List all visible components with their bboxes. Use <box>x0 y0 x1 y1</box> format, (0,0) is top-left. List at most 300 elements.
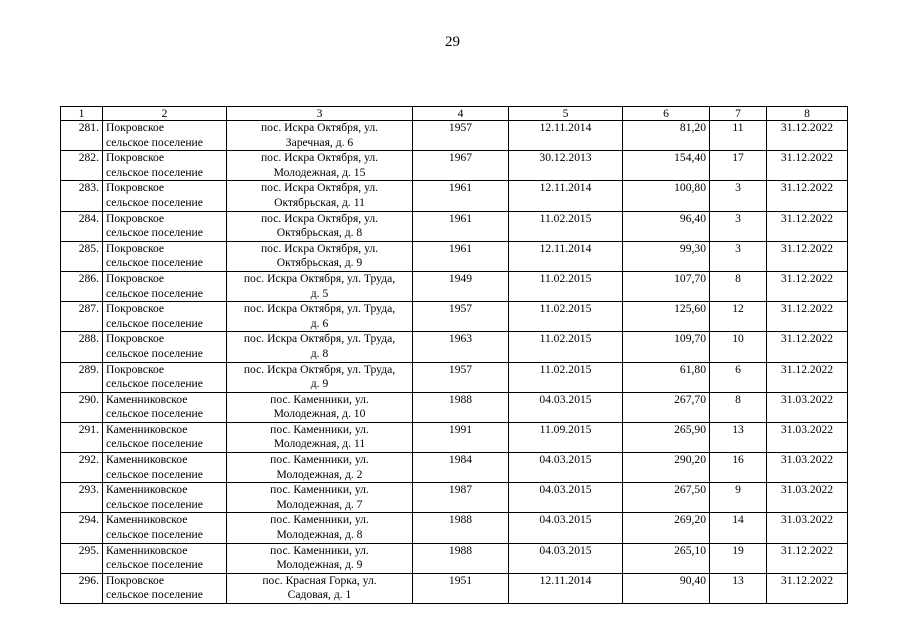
date-cell-text: 11.02.2015 <box>539 302 592 316</box>
address-cell <box>227 453 413 483</box>
term-cell-text: 31.03.2022 <box>780 513 834 527</box>
address-cell <box>227 332 413 362</box>
address-cell <box>227 422 413 452</box>
settlement-cell-text: Покровское <box>106 241 165 255</box>
table-row <box>61 332 848 362</box>
area-cell <box>623 543 710 573</box>
area-cell <box>623 332 710 362</box>
term-cell-text: 31.12.2022 <box>780 543 834 557</box>
address-cell-text: пос. Искра Октября, ул. Труда, <box>243 332 396 346</box>
area-cell <box>623 573 710 603</box>
column-header: 1 <box>61 107 103 121</box>
address-cell-text: Молодежная, д. 11 <box>273 437 366 451</box>
year-cell <box>413 392 509 422</box>
row-number-cell <box>61 211 103 241</box>
settlement-cell <box>103 271 227 301</box>
settlement-cell-text: сельское поселение <box>106 195 203 209</box>
year-cell <box>413 121 509 151</box>
address-cell-text: пос. Каменники, ул. <box>270 483 369 497</box>
address-cell-text: пос. Каменники, ул. <box>270 513 369 527</box>
year-cell-text: 1963 <box>448 332 473 346</box>
settlement-cell-text: Покровское <box>106 573 165 587</box>
area-cell <box>623 302 710 332</box>
date-cell-text: 11.02.2015 <box>539 362 592 376</box>
table-row <box>61 392 848 422</box>
address-cell-text: пос. Каменники, ул. <box>270 543 369 557</box>
count-cell-text: 6 <box>735 362 741 376</box>
address-cell <box>227 362 413 392</box>
term-cell <box>767 573 848 603</box>
settlement-cell-text: Покровское <box>106 302 165 316</box>
count-cell <box>710 392 767 422</box>
year-cell-text: 1987 <box>448 483 473 497</box>
count-cell-text: 3 <box>735 181 741 195</box>
term-cell <box>767 392 848 422</box>
address-cell-text: пос. Искра Октября, ул. Труда, <box>243 271 396 285</box>
area-cell <box>623 483 710 513</box>
count-cell <box>710 302 767 332</box>
row-number-cell <box>61 362 103 392</box>
row-number-cell-text: 296. <box>78 573 99 587</box>
address-cell-text: Октябрьская, д. 8 <box>276 226 363 240</box>
date-cell-text: 04.03.2015 <box>539 543 592 557</box>
row-number-cell <box>61 453 103 483</box>
row-number-cell <box>61 121 103 151</box>
count-cell <box>710 211 767 241</box>
column-header: 6 <box>623 107 710 121</box>
column-header: 4 <box>413 107 509 121</box>
count-cell <box>710 121 767 151</box>
year-cell-text: 1961 <box>448 211 473 225</box>
address-cell <box>227 271 413 301</box>
address-cell <box>227 392 413 422</box>
year-cell <box>413 453 509 483</box>
term-cell-text: 31.12.2022 <box>780 271 834 285</box>
address-cell-text: Октябрьская, д. 11 <box>274 195 365 209</box>
count-cell <box>710 271 767 301</box>
area-cell <box>623 453 710 483</box>
area-cell-text: 290,20 <box>674 453 706 467</box>
settlement-cell-text: сельское поселение <box>106 407 203 421</box>
area-cell-text: 265,10 <box>674 543 706 557</box>
settlement-cell-text: Покровское <box>106 151 165 165</box>
date-cell-text: 11.02.2015 <box>539 271 592 285</box>
row-number-cell-text: 282. <box>78 151 99 165</box>
address-cell-text: д. 6 <box>310 316 329 330</box>
table-row <box>61 483 848 513</box>
table-row <box>61 241 848 271</box>
term-cell-text: 31.12.2022 <box>780 181 834 195</box>
term-cell-text: 31.12.2022 <box>780 211 834 225</box>
area-cell-text: 96,40 <box>679 211 706 225</box>
count-cell <box>710 181 767 211</box>
settlement-cell <box>103 241 227 271</box>
count-cell-text: 9 <box>735 483 741 497</box>
count-cell-text: 11 <box>732 121 744 134</box>
date-cell-text: 12.11.2014 <box>539 121 592 134</box>
column-header: 8 <box>767 107 848 121</box>
settlement-cell <box>103 211 227 241</box>
settlement-cell <box>103 332 227 362</box>
table-row <box>61 453 848 483</box>
count-cell <box>710 422 767 452</box>
row-number-cell-text: 290. <box>78 392 99 406</box>
count-cell <box>710 241 767 271</box>
settlement-cell-text: Покровское <box>106 211 165 225</box>
date-cell-text: 11.02.2015 <box>539 211 592 225</box>
count-cell-text: 3 <box>735 241 741 255</box>
address-cell-text: Молодежная, д. 10 <box>273 407 366 421</box>
column-header: 2 <box>103 107 227 121</box>
table-row <box>61 422 848 452</box>
settlement-cell-text: Каменниковское <box>106 543 188 557</box>
address-cell-text: пос. Красная Горка, ул. <box>262 573 377 587</box>
term-cell <box>767 332 848 362</box>
housing-registry-table <box>60 106 848 604</box>
row-number-cell <box>61 151 103 181</box>
count-cell <box>710 543 767 573</box>
settlement-cell-text: Каменниковское <box>106 453 188 467</box>
settlement-cell-text: сельское поселение <box>106 377 203 391</box>
address-cell-text: пос. Искра Октября, ул. <box>260 181 379 195</box>
row-number-cell <box>61 392 103 422</box>
term-cell <box>767 453 848 483</box>
date-cell <box>509 483 623 513</box>
settlement-cell <box>103 543 227 573</box>
area-cell-text: 61,80 <box>679 362 706 376</box>
settlement-cell-text: сельское поселение <box>106 558 203 572</box>
year-cell-text: 1984 <box>448 453 473 467</box>
address-cell-text: пос. Каменники, ул. <box>270 453 369 467</box>
count-cell-text: 8 <box>735 392 741 406</box>
address-cell-text: Молодежная, д. 7 <box>276 497 363 511</box>
address-cell <box>227 573 413 603</box>
settlement-cell-text: сельское поселение <box>106 437 203 451</box>
term-cell <box>767 543 848 573</box>
area-cell <box>623 151 710 181</box>
row-number-cell-text: 294. <box>78 513 99 527</box>
year-cell <box>413 302 509 332</box>
table-row <box>61 513 848 543</box>
area-cell-text: 125,60 <box>674 302 706 316</box>
term-cell-text: 31.12.2022 <box>780 362 834 376</box>
year-cell-text: 1988 <box>448 543 473 557</box>
row-number-cell-text: 291. <box>78 422 99 436</box>
count-cell <box>710 453 767 483</box>
settlement-cell-text: Покровское <box>106 362 165 376</box>
year-cell-text: 1951 <box>448 573 473 587</box>
term-cell-text: 31.12.2022 <box>780 241 834 255</box>
row-number-cell <box>61 181 103 211</box>
settlement-cell-text: Каменниковское <box>106 513 188 527</box>
term-cell <box>767 121 848 151</box>
row-number-cell <box>61 241 103 271</box>
area-cell <box>623 121 710 151</box>
table-row <box>61 573 848 603</box>
count-cell <box>710 573 767 603</box>
year-cell-text: 1961 <box>448 241 473 255</box>
term-cell <box>767 211 848 241</box>
address-cell <box>227 181 413 211</box>
year-cell-text: 1961 <box>448 181 473 195</box>
count-cell-text: 19 <box>732 543 744 557</box>
date-cell <box>509 513 623 543</box>
year-cell-text: 1988 <box>448 392 473 406</box>
table-row <box>61 302 848 332</box>
term-cell-text: 31.03.2022 <box>780 483 834 497</box>
term-cell <box>767 271 848 301</box>
row-number-cell-text: 289. <box>78 362 99 376</box>
date-cell-text: 12.11.2014 <box>539 181 592 195</box>
date-cell-text: 04.03.2015 <box>539 392 592 406</box>
count-cell-text: 13 <box>732 573 744 587</box>
address-cell-text: Заречная, д. 6 <box>285 135 354 149</box>
date-cell <box>509 211 623 241</box>
table-row <box>61 181 848 211</box>
row-number-cell-text: 284. <box>78 211 99 225</box>
area-cell-text: 107,70 <box>674 271 706 285</box>
settlement-cell <box>103 513 227 543</box>
area-cell-text: 90,40 <box>679 573 706 587</box>
year-cell <box>413 271 509 301</box>
date-cell <box>509 422 623 452</box>
table-row <box>61 543 848 573</box>
date-cell <box>509 181 623 211</box>
term-cell <box>767 362 848 392</box>
date-cell <box>509 241 623 271</box>
date-cell-text: 12.11.2014 <box>539 573 592 587</box>
area-cell-text: 267,70 <box>674 392 706 406</box>
count-cell-text: 13 <box>732 422 744 436</box>
settlement-cell <box>103 181 227 211</box>
row-number-cell-text: 288. <box>78 332 99 346</box>
column-header: 3 <box>227 107 413 121</box>
count-cell-text: 12 <box>732 302 744 316</box>
address-cell-text: Садовая, д. 1 <box>287 588 352 602</box>
address-cell-text: пос. Искра Октября, ул. <box>260 241 379 255</box>
count-cell-text: 10 <box>732 332 744 346</box>
term-cell <box>767 241 848 271</box>
term-cell-text: 31.12.2022 <box>780 573 834 587</box>
settlement-cell-text: сельское поселение <box>106 528 203 542</box>
term-cell <box>767 151 848 181</box>
count-cell-text: 3 <box>735 211 741 225</box>
table-row <box>61 151 848 181</box>
date-cell <box>509 362 623 392</box>
term-cell-text: 31.12.2022 <box>780 121 834 134</box>
year-cell <box>413 573 509 603</box>
header-row <box>61 107 848 121</box>
year-cell <box>413 362 509 392</box>
term-cell <box>767 181 848 211</box>
address-cell-text: д. 9 <box>310 377 329 391</box>
settlement-cell-text: Покровское <box>106 332 165 346</box>
row-number-cell <box>61 332 103 362</box>
settlement-cell <box>103 453 227 483</box>
address-cell-text: пос. Каменники, ул. <box>270 422 369 436</box>
address-cell-text: пос. Искра Октября, ул. Труда, <box>243 362 396 376</box>
settlement-cell-text: Каменниковское <box>106 483 188 497</box>
year-cell <box>413 513 509 543</box>
area-cell <box>623 241 710 271</box>
year-cell-text: 1949 <box>448 271 473 285</box>
table-row <box>61 121 848 151</box>
area-cell-text: 269,20 <box>674 513 706 527</box>
address-cell-text: пос. Искра Октября, ул. Труда, <box>243 302 396 316</box>
settlement-cell-text: сельское поселение <box>106 256 203 270</box>
address-cell-text: пос. Искра Октября, ул. <box>260 121 379 134</box>
date-cell <box>509 573 623 603</box>
year-cell <box>413 241 509 271</box>
address-cell <box>227 543 413 573</box>
area-cell-text: 109,70 <box>674 332 706 346</box>
year-cell-text: 1988 <box>448 513 473 527</box>
address-cell-text: Молодежная, д. 8 <box>276 528 363 542</box>
column-header: 7 <box>710 107 767 121</box>
address-cell <box>227 302 413 332</box>
page-number: 29 <box>445 34 460 50</box>
term-cell <box>767 513 848 543</box>
row-number-cell <box>61 513 103 543</box>
term-cell-text: 31.03.2022 <box>780 422 834 436</box>
area-cell <box>623 362 710 392</box>
table-row <box>61 271 848 301</box>
row-number-cell-text: 285. <box>78 241 99 255</box>
row-number-cell-text: 295. <box>78 543 99 557</box>
area-cell-text: 267,50 <box>674 483 706 497</box>
address-cell <box>227 121 413 151</box>
row-number-cell <box>61 573 103 603</box>
row-number-cell-text: 281. <box>78 121 99 134</box>
table-body <box>61 121 848 604</box>
area-cell-text: 100,80 <box>674 181 706 195</box>
settlement-cell-text: Покровское <box>106 271 165 285</box>
table-row <box>61 362 848 392</box>
year-cell <box>413 543 509 573</box>
address-cell-text: пос. Искра Октября, ул. <box>260 211 379 225</box>
year-cell-text: 1967 <box>448 151 473 165</box>
address-cell-text: д. 8 <box>310 346 329 360</box>
address-cell-text: Молодежная, д. 9 <box>276 558 363 572</box>
count-cell-text: 14 <box>732 513 744 527</box>
row-number-cell-text: 292. <box>78 453 99 467</box>
table-row <box>61 211 848 241</box>
year-cell-text: 1957 <box>448 121 473 134</box>
count-cell-text: 17 <box>732 151 744 165</box>
address-cell <box>227 513 413 543</box>
settlement-cell <box>103 302 227 332</box>
date-cell-text: 04.03.2015 <box>539 483 592 497</box>
settlement-cell-text: сельское поселение <box>106 135 203 149</box>
date-cell-text: 30.12.2013 <box>539 151 592 165</box>
address-cell-text: Молодежная, д. 2 <box>276 467 363 481</box>
term-cell-text: 31.03.2022 <box>780 392 834 406</box>
row-number-cell <box>61 543 103 573</box>
address-cell-text: д. 5 <box>310 286 329 300</box>
row-number-cell-text: 283. <box>78 181 99 195</box>
year-cell <box>413 332 509 362</box>
settlement-cell-text: сельское поселение <box>106 286 203 300</box>
date-cell <box>509 392 623 422</box>
row-number-cell <box>61 302 103 332</box>
area-cell <box>623 392 710 422</box>
date-cell <box>509 332 623 362</box>
term-cell <box>767 422 848 452</box>
settlement-cell-text: сельское поселение <box>106 316 203 330</box>
year-cell <box>413 422 509 452</box>
address-cell-text: пос. Искра Октября, ул. <box>260 151 379 165</box>
settlement-cell <box>103 121 227 151</box>
year-cell <box>413 181 509 211</box>
date-cell-text: 04.03.2015 <box>539 453 592 467</box>
date-cell <box>509 543 623 573</box>
settlement-cell-text: Покровское <box>106 181 165 195</box>
count-cell <box>710 362 767 392</box>
date-cell <box>509 121 623 151</box>
year-cell-text: 1957 <box>448 362 473 376</box>
settlement-cell <box>103 392 227 422</box>
row-number-cell <box>61 271 103 301</box>
area-cell <box>623 211 710 241</box>
settlement-cell-text: Покровское <box>106 121 165 134</box>
date-cell-text: 11.09.2015 <box>539 422 592 436</box>
term-cell-text: 31.12.2022 <box>780 302 834 316</box>
area-cell <box>623 181 710 211</box>
term-cell-text: 31.03.2022 <box>780 453 834 467</box>
row-number-cell-text: 287. <box>78 302 99 316</box>
year-cell-text: 1957 <box>448 302 473 316</box>
row-number-cell-text: 293. <box>78 483 99 497</box>
row-number-cell <box>61 422 103 452</box>
date-cell <box>509 302 623 332</box>
year-cell <box>413 211 509 241</box>
date-cell-text: 11.02.2015 <box>539 332 592 346</box>
count-cell <box>710 332 767 362</box>
column-header: 5 <box>509 107 623 121</box>
term-cell-text: 31.12.2022 <box>780 151 834 165</box>
address-cell-text: Молодежная, д. 15 <box>273 165 366 179</box>
area-cell <box>623 422 710 452</box>
settlement-cell <box>103 483 227 513</box>
count-cell <box>710 513 767 543</box>
date-cell <box>509 453 623 483</box>
address-cell <box>227 483 413 513</box>
address-cell-text: пос. Каменники, ул. <box>270 392 369 406</box>
row-number-cell-text: 286. <box>78 271 99 285</box>
row-number-cell <box>61 483 103 513</box>
date-cell-text: 04.03.2015 <box>539 513 592 527</box>
date-cell <box>509 151 623 181</box>
settlement-cell <box>103 362 227 392</box>
settlement-cell-text: Каменниковское <box>106 422 188 436</box>
area-cell-text: 81,20 <box>679 121 706 134</box>
settlement-cell-text: сельское поселение <box>106 165 203 179</box>
address-cell <box>227 241 413 271</box>
address-cell <box>227 211 413 241</box>
year-cell <box>413 151 509 181</box>
settlement-cell-text: сельское поселение <box>106 467 203 481</box>
count-cell-text: 8 <box>735 271 741 285</box>
year-cell <box>413 483 509 513</box>
year-cell-text: 1991 <box>448 422 473 436</box>
settlement-cell-text: сельское поселение <box>106 346 203 360</box>
area-cell-text: 265,90 <box>674 422 706 436</box>
date-cell <box>509 271 623 301</box>
address-cell <box>227 151 413 181</box>
address-cell-text: Октябрьская, д. 9 <box>276 256 363 270</box>
area-cell-text: 154,40 <box>674 151 706 165</box>
count-cell <box>710 483 767 513</box>
